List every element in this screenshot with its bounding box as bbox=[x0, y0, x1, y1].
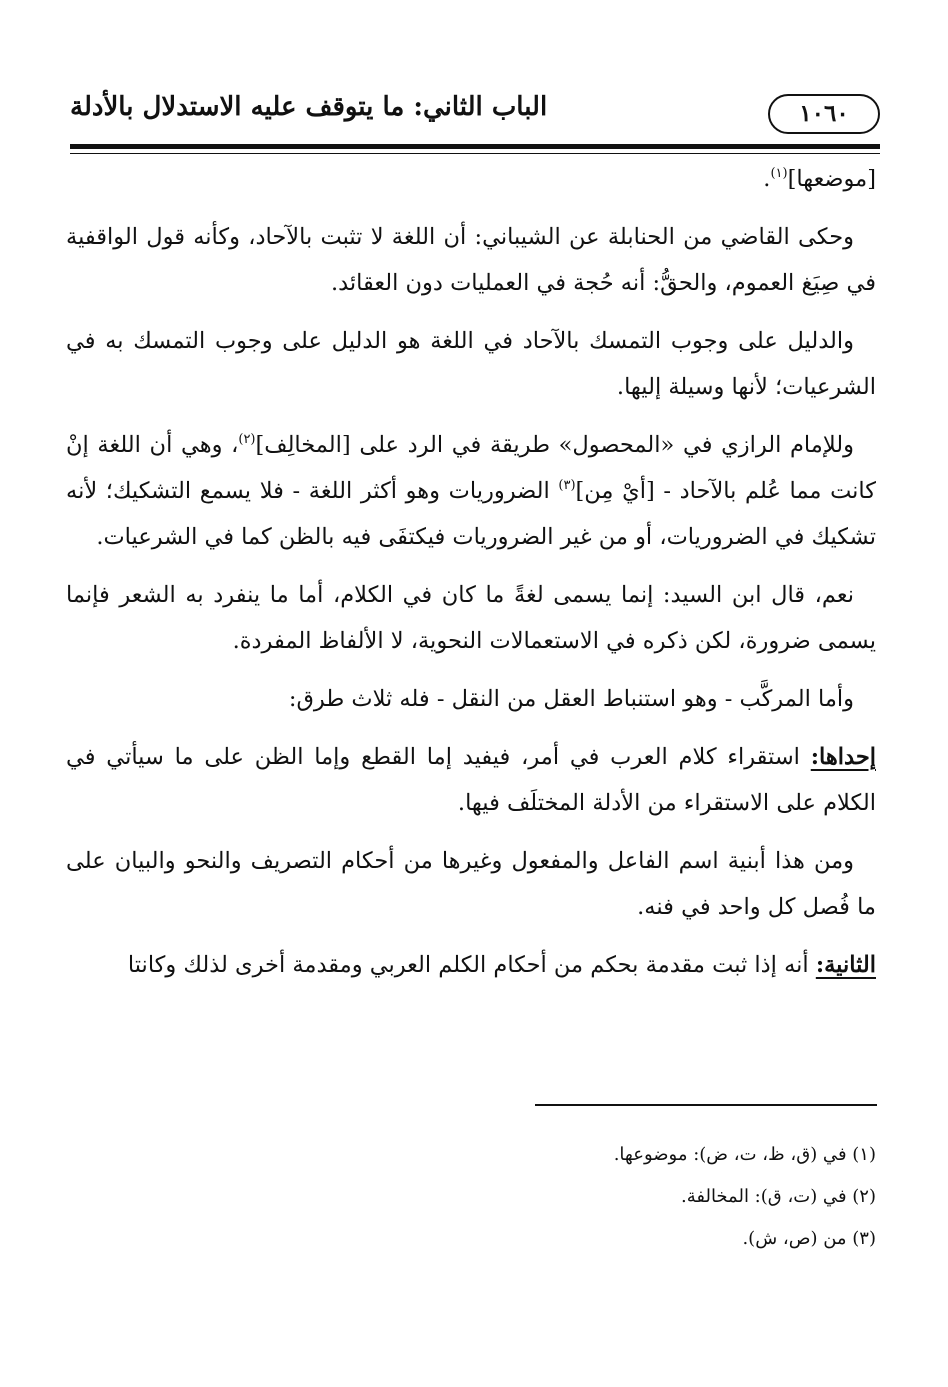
p0-end: . bbox=[763, 166, 771, 192]
first-method-label: إحداها: bbox=[810, 744, 876, 770]
footnote-ref-2: (٢) bbox=[238, 432, 256, 447]
second-method-label: الثانية: bbox=[815, 952, 876, 978]
paragraph-3 bbox=[66, 422, 876, 560]
footnote-2: (٢) في (ت، ق): المخالفة. bbox=[680, 1186, 876, 1207]
footnote-ref-3: (٣) bbox=[558, 478, 576, 493]
paragraph-2: والدليل على وجوب التمسك بالآحاد في اللغة هو الدليل على وجوب التمسك به في الشرعيات؛ لأنها وسيلة إليها. bbox=[66, 328, 876, 400]
paragraph-6 bbox=[66, 734, 876, 826]
main-text bbox=[66, 156, 876, 1000]
paragraph-0 bbox=[66, 156, 876, 202]
chapter-title: الباب الثاني: ما يتوقف عليه الاستدلال بالأدلة bbox=[70, 92, 548, 122]
page-header bbox=[70, 88, 880, 144]
paragraph-4: نعم، قال ابن السيد: إنما يسمى لغةً ما كان في الكلام، أما ما ينفرد به الشعر فإنما يسمى ضرورة، لكن ذكره في الاستعمالات النحوية، لا الألفاظ المفردة. bbox=[66, 582, 876, 654]
footnotes bbox=[400, 1134, 876, 1260]
p3-part-b: ، وهي أن اللغة إنْ كانت مما عُلم بالآحاد - [أيْ مِن] bbox=[66, 432, 876, 504]
p8-text: أنه إذا ثبت مقدمة بحكم من أحكام الكلم العربي ومقدمة أخرى لذلك وكانتا bbox=[127, 952, 816, 978]
footnote-ref-1: (١) bbox=[770, 166, 788, 181]
page-number-badge: ١٠٦٠ bbox=[768, 94, 880, 134]
paragraph-7: ومن هذا أبنية اسم الفاعل والمفعول وغيرها من أحكام التصريف والنحو والبيان على ما فُصل كل واحد في فنه. bbox=[66, 848, 876, 920]
header-rule-thin bbox=[70, 153, 880, 154]
paragraph-1: وحكى القاضي من الحنابلة عن الشيباني: أن اللغة لا تثبت بالآحاد، وكأنه قول الواقفية في صِيَغ العموم، والحقُّ: أنه حُجة في العمليات دون العقائد. bbox=[66, 224, 876, 296]
p0-text: [موضعها] bbox=[787, 166, 876, 192]
paragraph-8 bbox=[66, 942, 876, 988]
p3-part-a: وللإمام الرازي في «المحصول» طريقة في الرد على [المخالِف] bbox=[255, 432, 854, 458]
header-rule-thick bbox=[70, 144, 880, 149]
p3-part-c: الضروريات وهو أكثر اللغة - فلا يسمع التشكيك؛ لأنه تشكيك في الضروريات، أو من غير الضروريات فيكتفَى فيه بالظن كما في الشرعيات. bbox=[66, 478, 876, 550]
footnote-separator bbox=[535, 1104, 877, 1106]
paragraph-5: وأما المركَّب - وهو استنباط العقل من النقل - فله ثلاث طرق: bbox=[288, 686, 854, 712]
footnote-1: (١) في (ق، ظ، ت، ض): موضوعها. bbox=[613, 1144, 876, 1165]
p6-text: استقراء كلام العرب في أمر، فيفيد إما القطع وإما الظن على ما سيأتي في الكلام على الاستقراء من الأدلة المختلَف فيها. bbox=[66, 744, 876, 816]
footnote-3: (٣) من (ص، ش). bbox=[742, 1228, 876, 1249]
